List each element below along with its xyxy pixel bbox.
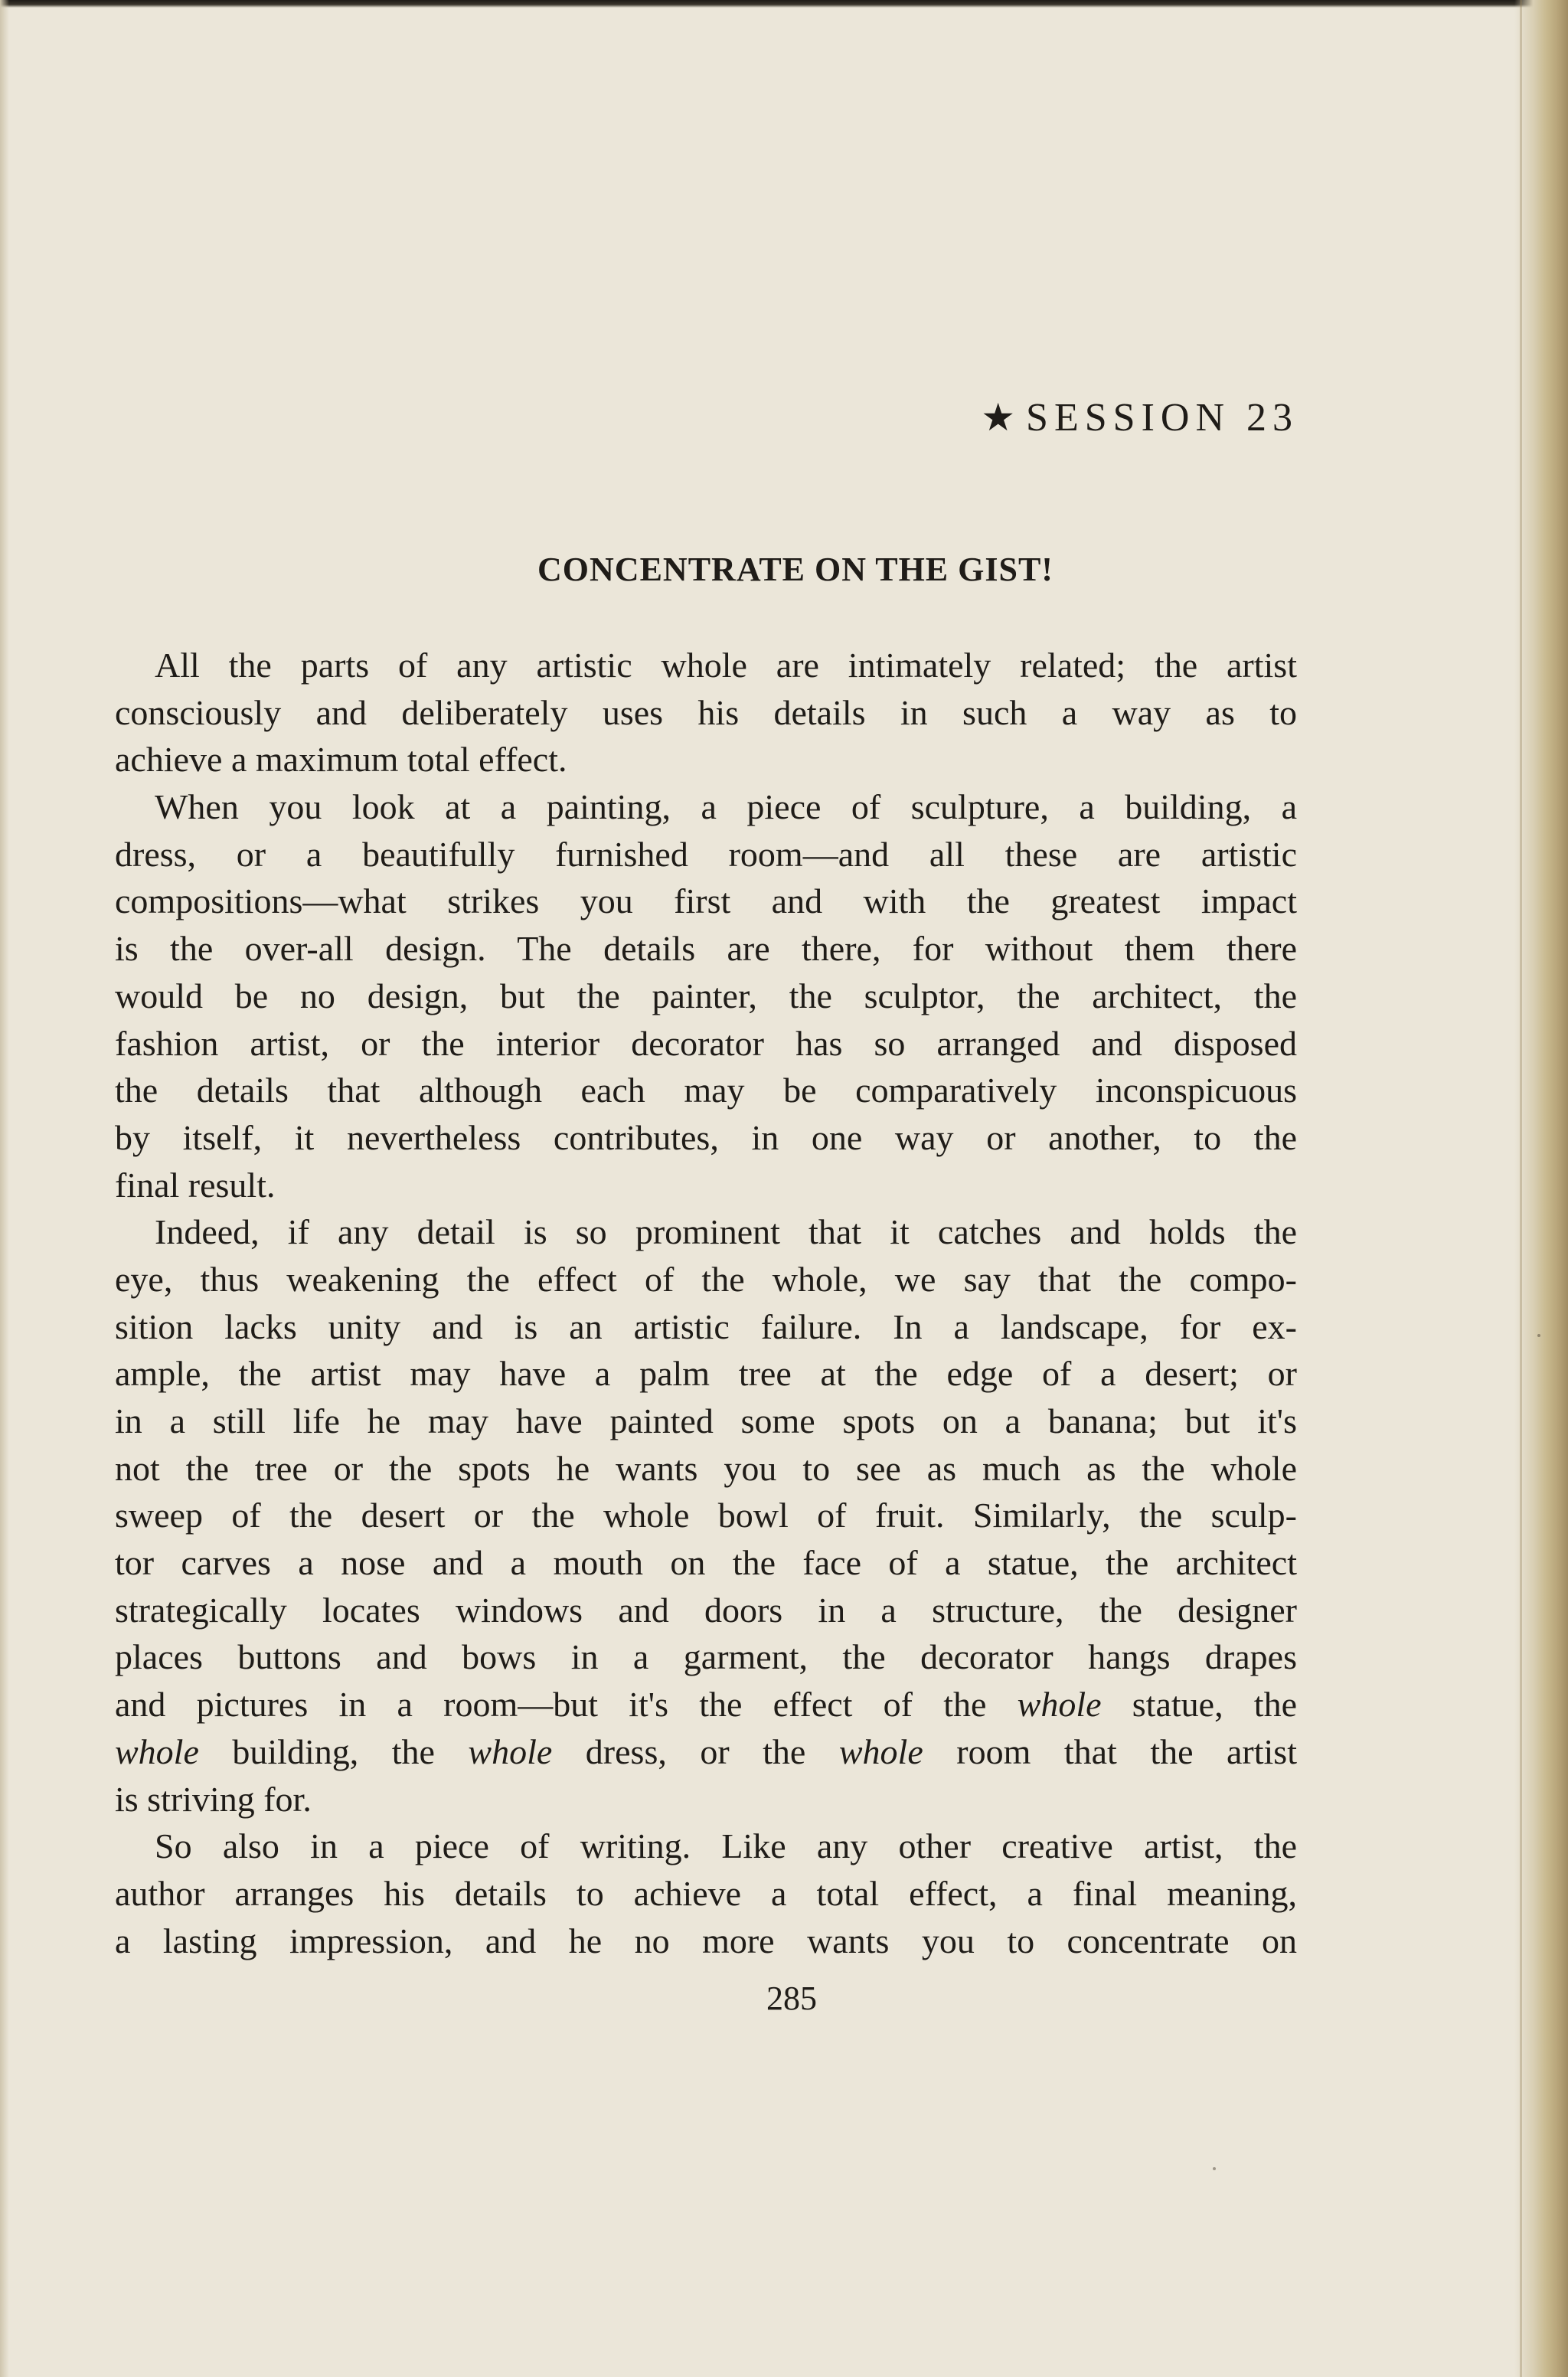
text-line: tor carves a nose and a mouth on the face of a statue, the architect [115, 1543, 1297, 1583]
text-line: sweep of the desert or the whole bowl of fruit. Similarly, the sculp- [115, 1496, 1297, 1535]
paper-speck [1213, 2167, 1216, 2170]
text-line: Indeed, if any detail is so prominent that it catches and holds the [155, 1212, 1297, 1252]
star-icon: ★ [981, 395, 1016, 440]
text-line: consciously and deliberately uses his details in such a way as to [115, 692, 1297, 732]
text-line: is the over-all design. The details are there, for without them there [115, 929, 1297, 969]
text-line: in a still life he may have painted some spots on a banana; but it's [115, 1401, 1297, 1440]
text-line: compositions—what strikes you first and with the greatest impact [115, 881, 1297, 921]
text-line: eye, thus weakening the effect of the whole, we say that the compo- [115, 1259, 1297, 1299]
chapter-title: CONCENTRATE ON THE GIST! [537, 551, 1054, 588]
paragraph-3 [115, 1208, 1297, 1823]
text-line: is striving for. [115, 1779, 312, 1819]
page-edge-line [1520, 0, 1522, 2377]
paper-speck [1537, 1334, 1540, 1337]
text-line: ample, the artist may have a palm tree at the edge of a desert; or [115, 1354, 1297, 1394]
emphasis-text: whole [115, 1731, 199, 1771]
page-left-gutter [0, 0, 9, 2377]
text-line: a lasting impression, and he no more wants you to concentrate on [115, 1921, 1297, 1960]
text-line: not the tree or the spots he wants you to see as much as the whole [115, 1448, 1297, 1488]
body-text [115, 642, 1297, 1964]
paragraph-1 [115, 642, 1297, 783]
emphasis-text: whole [838, 1731, 923, 1771]
emphasis-text: whole [1017, 1685, 1102, 1725]
text-line: would be no design, but the painter, the sculptor, the architect, the [115, 976, 1297, 1015]
emphasis-text: whole [468, 1731, 553, 1771]
text-line: author arranges his details to achieve a total effect, a final meaning, [115, 1873, 1297, 1913]
text-line: When you look at a painting, a piece of sculpture, a building, a [155, 787, 1297, 827]
text-line: strategically locates windows and doors in a structure, the designer [115, 1590, 1297, 1630]
text-line: final result. [115, 1165, 276, 1205]
text-line: places buttons and bows in a garment, the decorator hangs drapes [115, 1637, 1297, 1677]
page-number: 285 [766, 1980, 817, 2017]
text-line: and pictures in a room—but it's the effect of the whole statue, the [115, 1685, 1297, 1725]
session-header [981, 395, 1298, 440]
paragraph-4 [115, 1823, 1297, 1964]
text-line: whole building, the whole dress, or the whole room that the artist [115, 1731, 1297, 1771]
page-top-shadow [0, 0, 1568, 8]
text-line: dress, or a beautifully furnished room—and all these are artistic [115, 834, 1297, 874]
text-line: All the parts of any artistic whole are intimately related; the artist [155, 646, 1297, 685]
session-label: SESSION 23 [1026, 396, 1298, 440]
paragraph-2 [115, 783, 1297, 1208]
text-line: achieve a maximum total effect. [115, 740, 567, 780]
text-line: fashion artist, or the interior decorator has so arranged and disposed [115, 1023, 1297, 1063]
text-line: by itself, it nevertheless contributes, in one way or another, to the [115, 1117, 1297, 1157]
text-line: So also in a piece of writing. Like any other creative artist, the [155, 1826, 1297, 1866]
page-right-edge [1514, 0, 1568, 2377]
text-line: the details that although each may be comparatively inconspicuous [115, 1071, 1297, 1110]
text-line: sition lacks unity and is an artistic failure. In a landscape, for ex- [115, 1306, 1297, 1346]
